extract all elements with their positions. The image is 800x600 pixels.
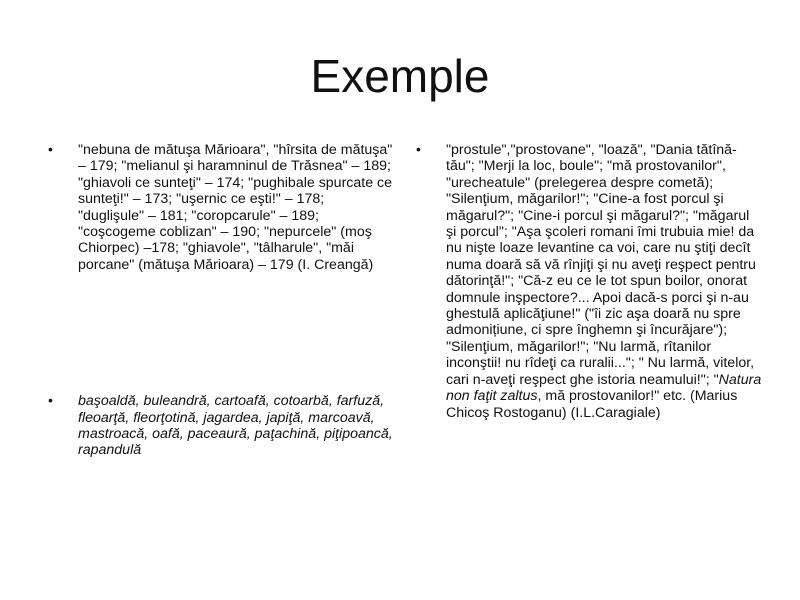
bullet-icon: • (48, 392, 53, 409)
bullet-text-word-list: başoaldă, buleandră, cartoafă, cotoarbă, farfuză, fleoarţă, fleorţotină, jagardea, japiţă, marcoavă, mastroacă, oafă, paceaură, paţachină, piţipoancă, rapandulă (78, 393, 393, 459)
bullet-icon: • (416, 141, 421, 157)
list-item (416, 142, 762, 421)
list-item (48, 393, 393, 459)
slide-title: Exemple (310, 50, 490, 102)
quote-text-end: , mă prostovanilor!" etc. (Marius Chicoş Rostoganu) (I.L.Caragiale) (446, 388, 738, 421)
quote-text: "prostule","prostovane", "loază", "Dania tătînă-tău"; "Merji la loc, boule"; "mă prostovanilor", "urecheatule" (prelegerea despre cometă); "Silenţium, măgarilor!"; "Cine-a fost porcul şi măgarul?"; "Cine-i porcul şi măgarul?"; "măgarul şi porcul"; "Aşa şcoleri romani îmi trubuia mie! da nu nişte loaze levantine ca voi, care nu ştiţi decît numa doară să vă rînjiţi şi nu aveţi reşpect pentru dătorinţă!"; "Că-z eu ce le tot spun boilor, onorat domnule inşpectore?... Apoi dacă-s porci şi n-au ghestulă aplicăţiune!" ("îi zic aşa doară nu spre admonițiune, ci spre înghemn şi încurăjare"); "Silenţium, măgarilor!"; "Nu larmă, rîtanilor inconştii! nu rîdeţi ca ruralii..."; " Nu larmă, vitelor, cari n-aveţi reşpect ghe istoria neamului!"; " (446, 142, 756, 388)
latin-phrase: Natura non faţit zaltus (446, 371, 762, 405)
list-item (48, 142, 393, 273)
bullet-text-insults-creanga: "nebuna de mătuşa Mărioara", "hîrsita de mătuşa" – 179; "melianul şi haramninul de Trăsnea" – 189; "ghiavoli ce sunteţi" – 174; "pughibale spurcate ce sunteţi!" – 173; "uşernic ce eşti!" – 178; "duglişule" – 181; "coropcarule" – 189; "coşcogeme coblizan" – 190; "nepurcele" (moş Chiorpec) –178; "ghiavole", "tâlharule", "măi porcane" (mătuşa Mărioara) – 179 (I. Creangă) (78, 142, 393, 273)
right-column (416, 142, 762, 421)
bullet-icon: • (48, 141, 53, 157)
bullet-text-caragiale (446, 142, 762, 421)
left-column (48, 142, 393, 459)
